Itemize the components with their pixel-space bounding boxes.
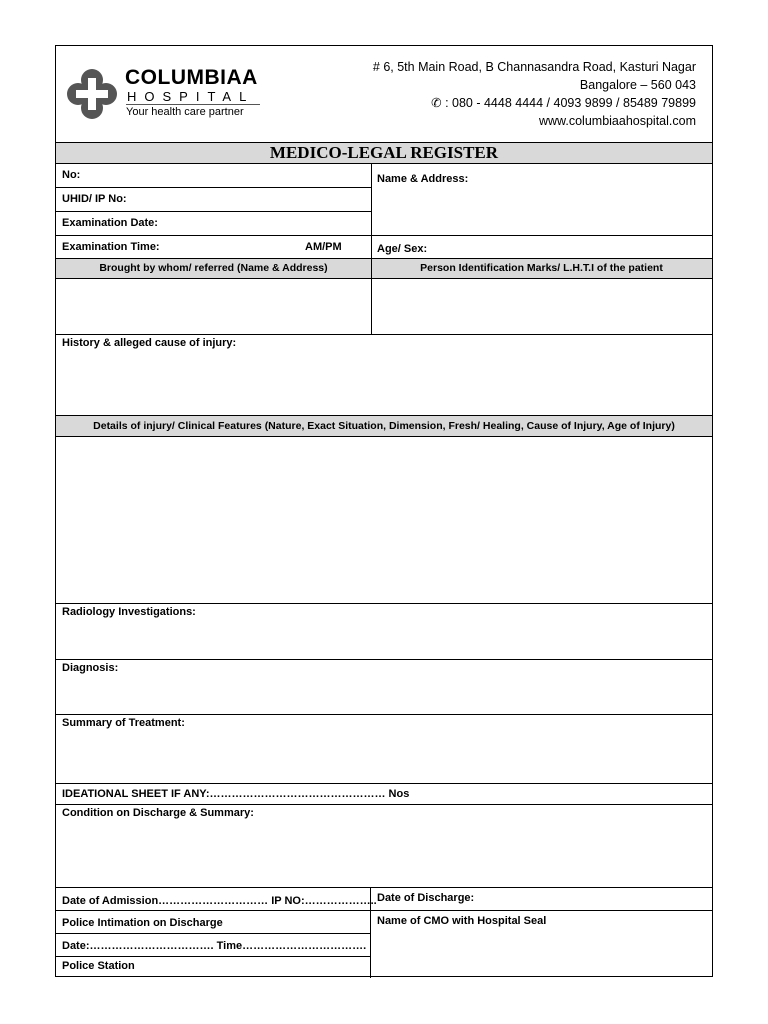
exam-date-field[interactable]: Examination Date: bbox=[62, 217, 158, 229]
cross-logo-icon bbox=[66, 68, 118, 120]
website: www.columbiaahospital.com bbox=[538, 114, 696, 128]
police-intimation-field[interactable]: Police Intimation on Discharge bbox=[62, 917, 223, 929]
brought-by-input-area[interactable] bbox=[56, 279, 371, 334]
brand-sub: HOSPITAL bbox=[127, 89, 255, 104]
age-sex-field[interactable]: Age/ Sex: bbox=[377, 243, 428, 255]
no-field[interactable]: No: bbox=[62, 169, 81, 181]
hospital-logo bbox=[66, 68, 118, 120]
address-line-2: Bangalore – 560 043 bbox=[579, 78, 696, 92]
am-pm-label: AM/PM bbox=[305, 241, 342, 253]
brought-by-label: Brought by whom/ referred (Name & Address) bbox=[99, 262, 328, 274]
name-address-field[interactable]: Name & Address: bbox=[377, 173, 469, 185]
brand-underline bbox=[126, 104, 260, 105]
exam-time-field[interactable]: Examination Time: bbox=[62, 241, 160, 253]
history-field[interactable]: History & alleged cause of injury: bbox=[62, 337, 237, 349]
ideational-sheet-field[interactable]: IDEATIONAL SHEET IF ANY:………………………………………… Nos bbox=[62, 788, 410, 800]
medico-legal-form bbox=[55, 45, 713, 977]
brand-name: COLUMBIAA bbox=[125, 66, 258, 89]
form-title: MEDICO-LEGAL REGISTER bbox=[269, 143, 499, 162]
address-line-1: # 6, 5th Main Road, B Channasandra Road, Kasturi Nagar bbox=[372, 60, 696, 74]
identification-input-area[interactable] bbox=[372, 279, 712, 334]
condition-discharge-field[interactable]: Condition on Discharge & Summary: bbox=[62, 807, 254, 819]
summary-treatment-field[interactable]: Summary of Treatment: bbox=[62, 717, 185, 729]
injury-details-label: Details of injury/ Clinical Features (Nature, Exact Situation, Dimension, Fresh/ Healing, Cause of Injury, Age of Injury) bbox=[93, 420, 675, 432]
date-time-field[interactable]: Date:……………………………. Time……………………………. bbox=[62, 940, 367, 952]
injury-details-input-area[interactable] bbox=[56, 437, 712, 603]
date-admission-field[interactable]: Date of Admission………………………… IP NO:……………….. bbox=[62, 895, 377, 907]
brand-tagline: Your health care partner bbox=[126, 106, 244, 118]
police-station-field[interactable]: Police Station bbox=[62, 960, 135, 972]
phone-numbers: ✆ : 080 - 4448 4444 / 4093 9899 / 85489 79899 bbox=[431, 96, 696, 110]
diagnosis-field[interactable]: Diagnosis: bbox=[62, 662, 119, 674]
date-discharge-field[interactable]: Date of Discharge: bbox=[377, 892, 475, 904]
cmo-seal-field[interactable]: Name of CMO with Hospital Seal bbox=[377, 915, 547, 927]
radiology-field[interactable]: Radiology Investigations: bbox=[62, 606, 196, 618]
uhid-field[interactable]: UHID/ IP No: bbox=[62, 193, 127, 205]
identification-marks-label: Person Identification Marks/ L.H.T.I of the patient bbox=[420, 262, 663, 274]
